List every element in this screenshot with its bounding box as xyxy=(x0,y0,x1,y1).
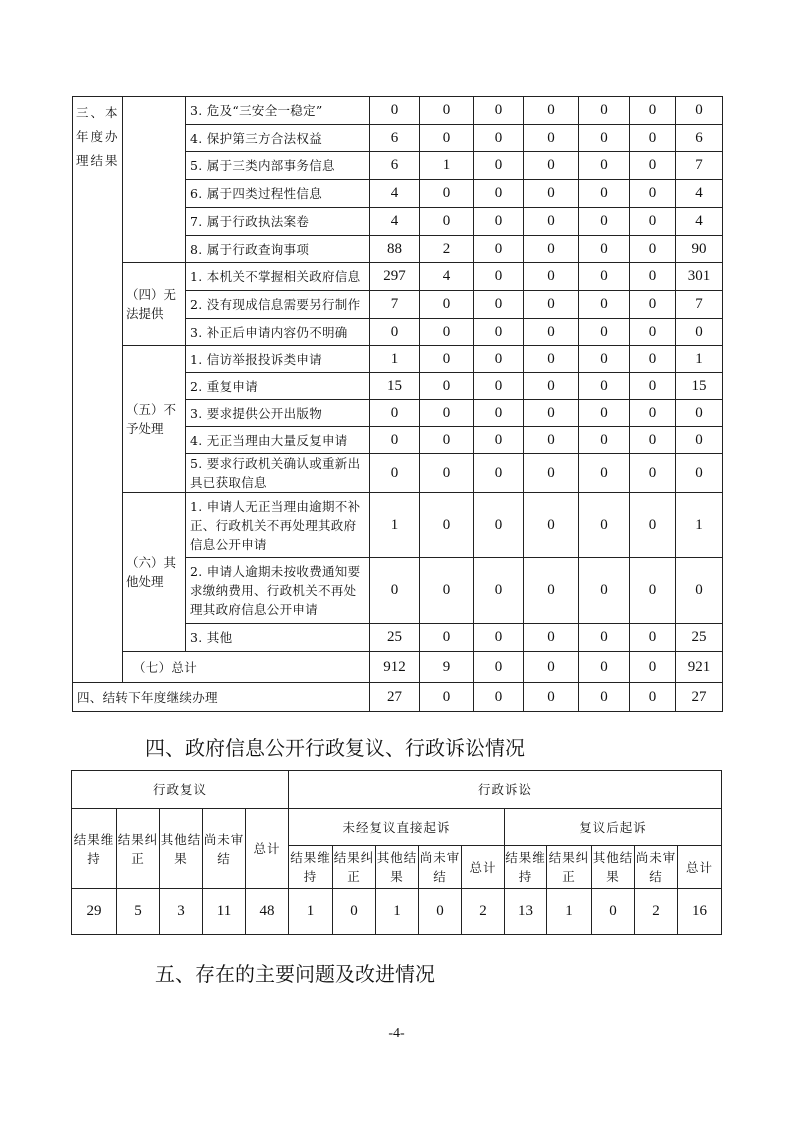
value-cell: 0 xyxy=(630,319,676,346)
value-cell: 0 xyxy=(420,427,474,454)
value-cell: 0 xyxy=(630,558,676,624)
direct-value: 0 xyxy=(419,889,462,935)
value-cell: 0 xyxy=(420,319,474,346)
direct-col-label: 结果纠正 xyxy=(333,846,376,889)
table-row xyxy=(73,493,723,558)
value-cell: 25 xyxy=(370,624,420,652)
value-cell: 0 xyxy=(474,97,524,125)
value-cell: 0 xyxy=(630,454,676,493)
group-label: （六）其他处理 xyxy=(123,493,186,652)
total-value: 0 xyxy=(630,652,676,683)
value-cell: 1 xyxy=(370,493,420,558)
row-label: 3. 危及“三安全一稳定” xyxy=(186,97,370,125)
value-cell: 0 xyxy=(524,97,579,125)
value-cell: 1 xyxy=(420,152,474,180)
value-cell: 0 xyxy=(474,208,524,236)
value-cell: 0 xyxy=(579,97,630,125)
value-cell: 0 xyxy=(420,373,474,400)
table-row xyxy=(73,346,723,373)
value-cell: 0 xyxy=(370,558,420,624)
carryover-value: 27 xyxy=(676,683,723,712)
row-label: 5. 属于三类内部事务信息 xyxy=(186,152,370,180)
row-label: 1. 信访举报投诉类申请 xyxy=(186,346,370,373)
value-cell: 0 xyxy=(579,208,630,236)
row-label: 3. 要求提供公开出版物 xyxy=(186,400,370,427)
value-cell: 0 xyxy=(579,493,630,558)
review-col-label: 结果纠正 xyxy=(117,809,160,889)
value-cell: 0 xyxy=(420,180,474,208)
after-review-value: 13 xyxy=(505,889,547,935)
value-cell: 0 xyxy=(676,319,723,346)
row-label: 3. 补正后申请内容仍不明确 xyxy=(186,319,370,346)
value-cell: 1 xyxy=(676,346,723,373)
group-label: （五）不予处理 xyxy=(123,346,186,493)
total-row xyxy=(73,652,723,683)
review-value: 3 xyxy=(160,889,203,935)
value-cell: 0 xyxy=(474,373,524,400)
value-cell: 0 xyxy=(420,97,474,125)
value-cell: 0 xyxy=(524,236,579,263)
row-label: 3. 其他 xyxy=(186,624,370,652)
value-cell: 88 xyxy=(370,236,420,263)
after-review-col-label: 其他结果 xyxy=(592,846,635,889)
value-cell: 7 xyxy=(370,291,420,319)
direct-col-label: 结果维持 xyxy=(289,846,333,889)
value-cell: 0 xyxy=(579,624,630,652)
value-cell: 0 xyxy=(420,400,474,427)
page-number: -4- xyxy=(388,1026,405,1041)
value-cell: 0 xyxy=(420,125,474,152)
value-cell: 0 xyxy=(474,400,524,427)
row-label: 1. 申请人无正当理由逾期不补正、行政机关不再处理其政府信息公开申请 xyxy=(186,493,370,558)
value-cell: 0 xyxy=(474,291,524,319)
value-cell: 6 xyxy=(370,125,420,152)
value-cell: 1 xyxy=(676,493,723,558)
review-header: 行政复议 xyxy=(72,771,289,809)
value-cell: 0 xyxy=(420,291,474,319)
value-cell: 0 xyxy=(524,373,579,400)
carryover-value: 0 xyxy=(524,683,579,712)
value-cell: 0 xyxy=(524,263,579,291)
review-col-label: 尚未审结 xyxy=(203,809,246,889)
value-cell: 0 xyxy=(630,346,676,373)
review-litigation-table xyxy=(71,770,722,935)
value-cell: 0 xyxy=(579,427,630,454)
value-cell: 0 xyxy=(676,558,723,624)
carryover-value: 0 xyxy=(579,683,630,712)
value-cell: 0 xyxy=(630,400,676,427)
after-review-col-label: 结果纠正 xyxy=(547,846,592,889)
value-cell: 0 xyxy=(579,152,630,180)
value-cell: 0 xyxy=(370,454,420,493)
row-label: 8. 属于行政查询事项 xyxy=(186,236,370,263)
direct-col-label: 总计 xyxy=(462,846,505,889)
review-value: 11 xyxy=(203,889,246,935)
value-cell: 0 xyxy=(579,373,630,400)
value-cell: 0 xyxy=(630,180,676,208)
row-label: 4. 无正当理由大量反复申请 xyxy=(186,427,370,454)
value-cell: 0 xyxy=(474,125,524,152)
value-cell: 2 xyxy=(420,236,474,263)
group-label: （四）无法提供 xyxy=(123,263,186,346)
value-cell: 0 xyxy=(579,263,630,291)
value-cell: 0 xyxy=(474,263,524,291)
value-cell: 0 xyxy=(524,400,579,427)
after-review-col-label: 结果维持 xyxy=(505,846,547,889)
value-cell: 0 xyxy=(630,152,676,180)
review-value: 5 xyxy=(117,889,160,935)
carryover-value: 0 xyxy=(630,683,676,712)
value-cell: 0 xyxy=(630,493,676,558)
value-cell: 0 xyxy=(630,427,676,454)
value-cell: 0 xyxy=(524,624,579,652)
value-cell: 0 xyxy=(420,346,474,373)
value-cell: 0 xyxy=(630,291,676,319)
value-cell: 0 xyxy=(630,125,676,152)
after-review-value: 1 xyxy=(547,889,592,935)
value-cell: 0 xyxy=(524,427,579,454)
value-cell: 0 xyxy=(676,400,723,427)
value-cell: 0 xyxy=(524,346,579,373)
value-cell: 0 xyxy=(474,624,524,652)
value-cell: 0 xyxy=(370,319,420,346)
value-cell: 0 xyxy=(370,427,420,454)
value-cell: 0 xyxy=(579,319,630,346)
value-cell: 0 xyxy=(474,558,524,624)
direct-value: 0 xyxy=(333,889,376,935)
value-cell: 0 xyxy=(474,319,524,346)
carryover-value: 0 xyxy=(474,683,524,712)
value-cell: 0 xyxy=(579,291,630,319)
results-table xyxy=(72,96,723,712)
value-cell: 6 xyxy=(676,125,723,152)
value-cell: 0 xyxy=(524,493,579,558)
row-label: 2. 没有现成信息需要另行制作 xyxy=(186,291,370,319)
value-cell: 0 xyxy=(579,346,630,373)
table-row xyxy=(73,97,723,125)
row-label: 7. 属于行政执法案卷 xyxy=(186,208,370,236)
total-value: 912 xyxy=(370,652,420,683)
row-label: 6. 属于四类过程性信息 xyxy=(186,180,370,208)
value-cell: 0 xyxy=(370,400,420,427)
value-cell: 6 xyxy=(370,152,420,180)
total-value: 921 xyxy=(676,652,723,683)
value-cell: 0 xyxy=(474,493,524,558)
review-col-label: 其他结果 xyxy=(160,809,203,889)
after-review-value: 16 xyxy=(678,889,722,935)
direct-col-label: 尚未审结 xyxy=(419,846,462,889)
value-cell: 0 xyxy=(579,236,630,263)
after-review-header: 复议后起诉 xyxy=(505,809,722,846)
table-row xyxy=(73,263,723,291)
litigation-header: 行政诉讼 xyxy=(289,771,722,809)
value-cell: 0 xyxy=(524,125,579,152)
value-cell: 0 xyxy=(630,97,676,125)
total-value: 0 xyxy=(474,652,524,683)
after-review-value: 2 xyxy=(635,889,678,935)
value-cell: 0 xyxy=(420,493,474,558)
row-label: 5. 要求行政机关确认或重新出具已获取信息 xyxy=(186,454,370,493)
value-cell: 0 xyxy=(676,454,723,493)
after-review-col-label: 尚未审结 xyxy=(635,846,678,889)
value-cell: 0 xyxy=(474,152,524,180)
after-review-value: 0 xyxy=(592,889,635,935)
row-label: 4. 保护第三方合法权益 xyxy=(186,125,370,152)
value-cell: 0 xyxy=(676,97,723,125)
value-cell: 0 xyxy=(420,558,474,624)
total-label: （七）总计 xyxy=(123,652,370,683)
value-cell: 4 xyxy=(420,263,474,291)
value-cell: 301 xyxy=(676,263,723,291)
direct-value: 2 xyxy=(462,889,505,935)
value-cell: 0 xyxy=(676,427,723,454)
group-label xyxy=(123,97,186,263)
value-cell: 0 xyxy=(524,208,579,236)
value-cell: 0 xyxy=(524,152,579,180)
after-review-col-label: 总计 xyxy=(678,846,722,889)
value-cell: 0 xyxy=(474,346,524,373)
value-cell: 0 xyxy=(579,180,630,208)
value-cell: 0 xyxy=(630,236,676,263)
value-cell: 0 xyxy=(420,624,474,652)
value-cell: 7 xyxy=(676,152,723,180)
row-label: 2. 重复申请 xyxy=(186,373,370,400)
carryover-row xyxy=(73,683,723,712)
review-col-label: 结果维持 xyxy=(72,809,117,889)
section-heading-4: 四、政府信息公开行政复议、行政诉讼情况 xyxy=(145,736,525,760)
direct-value: 1 xyxy=(289,889,333,935)
value-cell: 15 xyxy=(676,373,723,400)
value-cell: 0 xyxy=(630,208,676,236)
carryover-value: 0 xyxy=(420,683,474,712)
section-heading-5: 五、存在的主要问题及改进情况 xyxy=(155,962,435,986)
value-cell: 297 xyxy=(370,263,420,291)
value-cell: 0 xyxy=(474,180,524,208)
value-cell: 0 xyxy=(524,180,579,208)
row-label: 1. 本机关不掌握相关政府信息 xyxy=(186,263,370,291)
value-cell: 4 xyxy=(370,208,420,236)
row-label: 2. 申请人逾期未按收费通知要求缴纳费用、行政机关不再处理其政府信息公开申请 xyxy=(186,558,370,624)
value-cell: 25 xyxy=(676,624,723,652)
value-cell: 0 xyxy=(420,454,474,493)
value-cell: 7 xyxy=(676,291,723,319)
section-label: 三、本年度办理结果 xyxy=(73,97,123,683)
value-cell: 4 xyxy=(676,180,723,208)
value-cell: 4 xyxy=(676,208,723,236)
total-value: 0 xyxy=(579,652,630,683)
value-cell: 0 xyxy=(524,558,579,624)
value-cell: 0 xyxy=(630,373,676,400)
value-cell: 0 xyxy=(579,454,630,493)
value-cell: 0 xyxy=(474,427,524,454)
value-cell: 0 xyxy=(579,125,630,152)
value-cell: 0 xyxy=(630,624,676,652)
direct-value: 1 xyxy=(376,889,419,935)
review-value: 48 xyxy=(246,889,289,935)
value-cell: 0 xyxy=(579,558,630,624)
value-cell: 0 xyxy=(370,97,420,125)
value-cell: 4 xyxy=(370,180,420,208)
carryover-label: 四、结转下年度继续办理 xyxy=(73,683,370,712)
review-col-label: 总计 xyxy=(246,809,289,889)
value-cell: 0 xyxy=(420,208,474,236)
direct-header: 未经复议直接起诉 xyxy=(289,809,505,846)
value-cell: 0 xyxy=(579,400,630,427)
total-value: 0 xyxy=(524,652,579,683)
value-cell: 0 xyxy=(524,291,579,319)
value-cell: 1 xyxy=(370,346,420,373)
carryover-value: 27 xyxy=(370,683,420,712)
value-cell: 0 xyxy=(630,263,676,291)
value-cell: 15 xyxy=(370,373,420,400)
review-value: 29 xyxy=(72,889,117,935)
total-value: 9 xyxy=(420,652,474,683)
value-cell: 0 xyxy=(524,454,579,493)
value-cell: 0 xyxy=(524,319,579,346)
value-cell: 90 xyxy=(676,236,723,263)
value-cell: 0 xyxy=(474,236,524,263)
direct-col-label: 其他结果 xyxy=(376,846,419,889)
value-cell: 0 xyxy=(474,454,524,493)
